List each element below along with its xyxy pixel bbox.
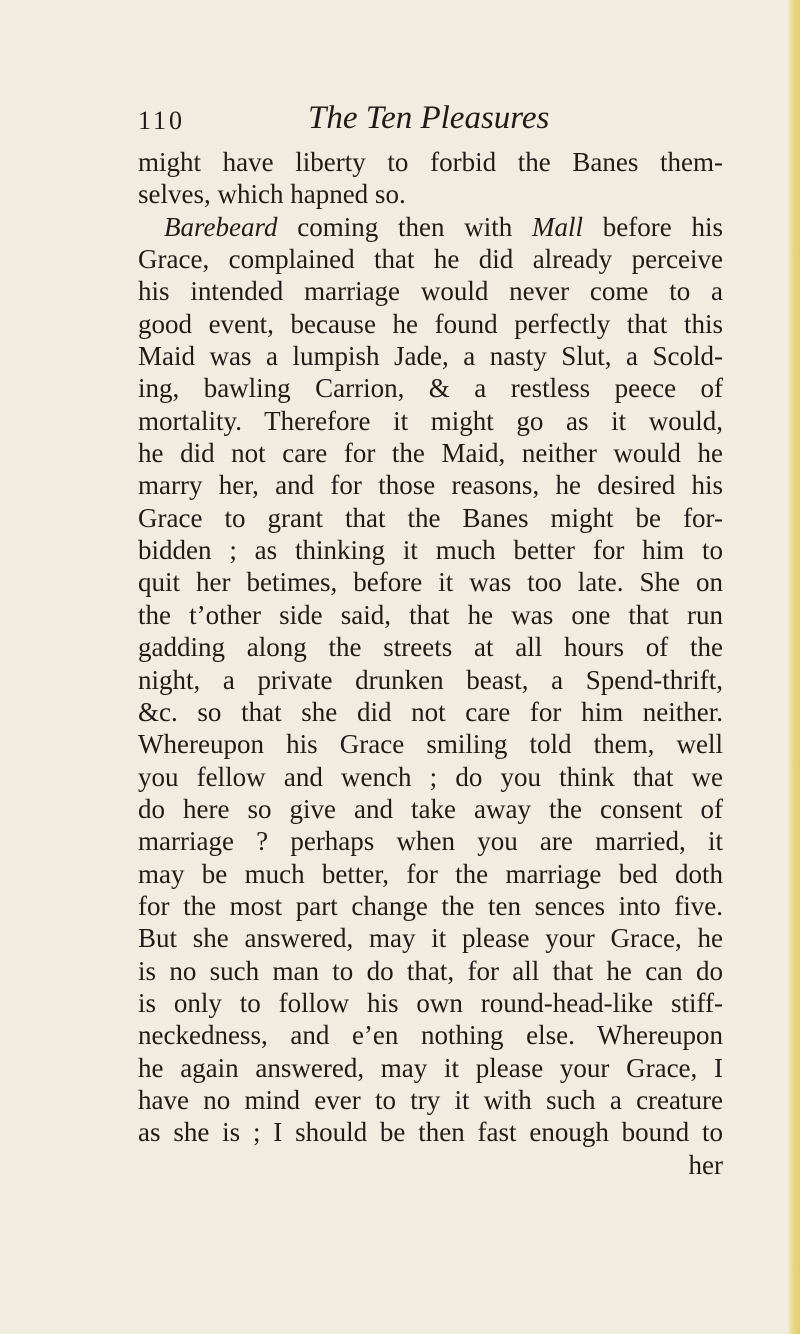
text-line: Grace to grant that the Banes might be for-	[138, 502, 723, 533]
text-line: gadding along the streets at all hours of the	[138, 632, 723, 663]
text-line: Whereupon his Grace smiling told them, well	[138, 729, 723, 760]
text-line: quit her betimes, before it was too late. She on	[138, 567, 723, 598]
text-line: But she answered, may it please your Grace, he	[138, 923, 723, 954]
text-line: may be much better, for the marriage bed doth	[138, 858, 723, 889]
text-line: ing, bawling Carrion, & a restless peece of	[138, 373, 723, 404]
text-line: you fellow and wench ; do you think that we	[138, 761, 723, 792]
text-line: neckedness, and e’en nothing else. Whereupon	[138, 1020, 723, 1051]
text-line: &c. so that she did not care for him neither.	[138, 696, 723, 727]
text-line: is no such man to do that, for all that he can do	[138, 955, 723, 986]
text-line: bidden ; as thinking it much better for him to	[138, 535, 723, 566]
text-line: the t’other side said, that he was one that run	[138, 599, 723, 630]
text-line: he did not care for the Maid, neither would he	[138, 438, 723, 469]
text-line	[138, 211, 723, 243]
text-line: is only to follow his own round-head-like stiff-	[138, 987, 723, 1018]
page-number: 110	[138, 106, 186, 135]
name-mall: Mall	[532, 211, 584, 242]
text-line: Grace, complained that he did already perceive	[138, 244, 723, 275]
text-line: Maid was a lumpish Jade, a nasty Slut, a Scold-	[138, 341, 723, 372]
text-line: mortality. Therefore it might go as it would,	[138, 405, 723, 436]
running-head	[138, 100, 718, 140]
page-edge	[788, 0, 800, 1334]
text-line: might have liberty to forbid the Banes them-	[138, 147, 723, 177]
text-line: his intended marriage would never come to a	[138, 276, 723, 307]
text-line: for the most part change the ten sences into five.	[138, 890, 723, 921]
running-title: The Ten Pleasures	[308, 100, 550, 136]
text-line: selves, which hapned so.	[138, 179, 406, 210]
text-line: have no mind ever to try it with such a creature	[138, 1084, 723, 1115]
text-line: good event, because he found perfectly that this	[138, 308, 723, 339]
text-line: as she is ; I should be then fast enough bound to	[138, 1117, 723, 1148]
text-line: marry her, and for those reasons, he desired his	[138, 470, 723, 501]
name-barebeard: Barebeard	[164, 211, 278, 242]
text-line: do here so give and take away the consent of	[138, 793, 723, 824]
text-line: he again answered, may it please your Grace, I	[138, 1052, 723, 1083]
text-fragment: before his	[602, 211, 724, 242]
text-line: marriage ? perhaps when you are married, it	[138, 826, 723, 857]
catchword: her	[688, 1149, 723, 1180]
body-text	[138, 146, 723, 1181]
text-fragment: coming then with	[297, 211, 513, 242]
text-line: night, a private drunken beast, a Spend-thrift,	[138, 664, 723, 695]
